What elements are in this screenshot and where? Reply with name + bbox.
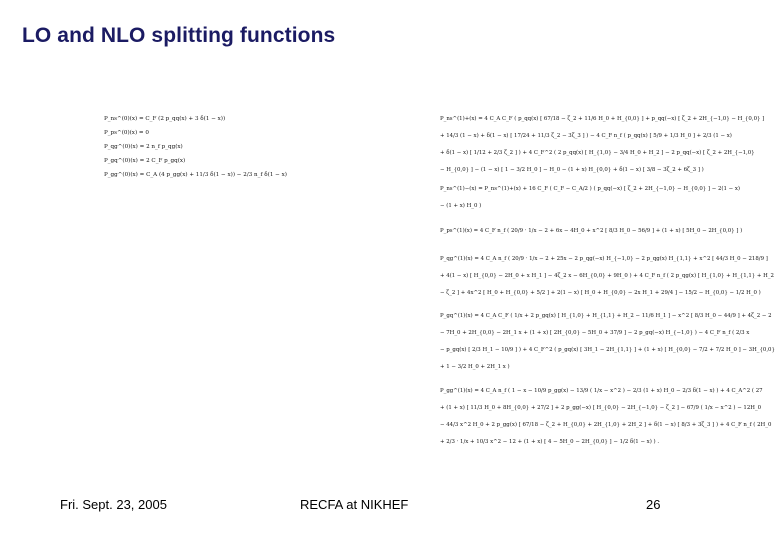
nlo-equation-line: − ζ_2 ] + 4x^2 [ H_0 + H_{0,0} + 5/2 ] + 2(1 − x) [ H_0 + H_{0,0} − 2x H_1 + 29/4 ] − 15/2 − H_{0,0} − 1/2 H_0 ) bbox=[440, 290, 761, 296]
nlo-equation-line: P_ns^(1)−(x) = P_ns^(1)+(x) + 16 C_F ( C_F − C_A/2 ) ( p_qq(−x) [ ζ_2 + 2H_{−1,0} − H_{0,0} ] − 2(1 − x) bbox=[440, 186, 741, 192]
nlo-equation-line: P_gg^(1)(x) = 4 C_A n_f ( 1 − x − 10/9 p_gg(x) − 13/9 ( 1/x − x^2 ) − 2/3 (1 + x) H_0 − 2/3 δ(1 − x) ) + 4 C_A^2 ( 27 bbox=[440, 388, 763, 394]
nlo-equation-line: + 1 − 3/2 H_0 + 2H_1 x ) bbox=[440, 364, 510, 370]
nlo-equation-line: + (1 + x) [ 11/3 H_0 + 8H_{0,0} + 27/2 ] + 2 p_gg(−x) [ H_{0,0} − 2H_{−1,0} − ζ_2 ] − 67/9 ( 1/x − x^2 ) − 12H_0 bbox=[440, 405, 762, 411]
lo-equation-gg: P_gg^(0)(x) = C_A (4 p_gg(x) + 11/3 δ(1 − x)) − 2/3 n_f δ(1 − x) bbox=[104, 172, 287, 178]
lo-equation-ns: P_ns^(0)(x) = C_F (2 p_qq(x) + 3 δ(1 − x)) bbox=[104, 116, 226, 122]
lo-equations-block bbox=[104, 116, 287, 206]
footer-page-number: 26 bbox=[646, 497, 661, 512]
nlo-equation-line: − 7H_0 + 2H_{0,0} − 2H_1 x + (1 + x) [ 2H_{0,0} − 5H_0 + 37/9 ] − 2 p_gq(−x) H_{−1,0} ) − 4 C_F n_f ( 2/3 x bbox=[440, 330, 750, 336]
nlo-equation-line: − H_{0,0} ] − (1 − x) [ 1 − 3/2 H_0 ] − H_0 − (1 + x) H_{0,0} + δ(1 − x) [ 3/8 − 3ζ_2 + 6ζ_3 ] ) bbox=[440, 167, 704, 173]
lo-equation-gq: P_gq^(0)(x) = 2 C_F p_gq(x) bbox=[104, 158, 186, 164]
nlo-equation-line: P_qg^(1)(x) = 4 C_A n_f ( 20/9 · 1/x − 2 + 25x − 2 p_qg(−x) H_{−1,0} − 2 p_qg(x) H_{1,1} + x^2 [ 44/3 H_0 − 218/9 ] bbox=[440, 256, 768, 262]
nlo-equation-line: + 2/3 · 1/x + 10/3 x^2 − 12 + (1 + x) [ 4 − 5H_0 − 2H_{0,0} ] − 1/2 δ(1 − x) ) . bbox=[440, 439, 660, 445]
nlo-equations-block bbox=[440, 116, 775, 456]
lo-equation-qg: P_qg^(0)(x) = 2 n_f p_qg(x) bbox=[104, 144, 183, 150]
footer-venue: RECFA at NIKHEF bbox=[300, 497, 409, 512]
nlo-equation-line: + 14/3 (1 − x) + δ(1 − x) [ 17/24 + 11/3 ζ_2 − 3ζ_3 ] ) − 4 C_F n_f ( p_qq(x) [ 5/9 + 1/3 H_0 ] + 2/3 (1 − x) bbox=[440, 133, 732, 139]
nlo-equation-line: − p_gq(x) [ 2/3 H_1 − 10/9 ] ) + 4 C_F^2 ( p_gq(x) [ 3H_1 − 2H_{1,1} ] + (1 + x) [ H_{0,0} − 7/2 + 7/2 H_0 ] − 3H_{0,0} bbox=[440, 347, 775, 353]
slide-title: LO and NLO splitting functions bbox=[22, 24, 336, 47]
nlo-equation-line: + δ(1 − x) [ 1/12 + 2/3 ζ_2 ] ) + 4 C_F^2 ( 2 p_qq(x) [ H_{1,0} − 3/4 H_0 + H_2 ] − 2 p_qq(−x) [ ζ_2 + 2H_{−1,0} bbox=[440, 150, 755, 156]
nlo-equation-line: P_gq^(1)(x) = 4 C_A C_F ( 1/x + 2 p_gq(x) [ H_{1,0} + H_{1,1} + H_2 − 11/6 H_1 ] − x^2 [ 8/3 H_0 − 44/9 ] + 4ζ_2 − 2 bbox=[440, 313, 772, 319]
nlo-equation-line: P_ps^(1)(x) = 4 C_F n_f ( 20/9 · 1/x − 2 + 6x − 4H_0 + x^2 [ 8/3 H_0 − 56/9 ] + (1 + x) [ 5H_0 − 2H_{0,0} ] ) bbox=[440, 228, 743, 234]
nlo-equation-line: − 44/3 x^2 H_0 + 2 p_gg(x) [ 67/18 − ζ_2 + H_{0,0} + 2H_{1,0} + 2H_2 ] + δ(1 − x) [ 8/3 + 3ζ_3 ] ) + 4 C_F n_f ( 2H_0 bbox=[440, 422, 772, 428]
lo-equation-ps: P_ps^(0)(x) = 0 bbox=[104, 130, 149, 136]
nlo-equation-line: − (1 + x) H_0 ) bbox=[440, 203, 482, 209]
nlo-equation-line: P_ns^(1)+(x) = 4 C_A C_F ( p_qq(x) [ 67/18 − ζ_2 + 11/6 H_0 + H_{0,0} ] + p_qq(−x) [ ζ_2 + 2H_{−1,0} − H_{0,0} ] bbox=[440, 116, 765, 122]
footer-date: Fri. Sept. 23, 2005 bbox=[60, 497, 167, 512]
nlo-equation-line: + 4(1 − x) [ H_{0,0} − 2H_0 + x H_1 ] − 4ζ_2 x − 6H_{0,0} + 9H_0 ) + 4 C_F n_f ( 2 p_qg(x) [ H_{1,0} + H_{1,1} + H_2 bbox=[440, 273, 774, 279]
